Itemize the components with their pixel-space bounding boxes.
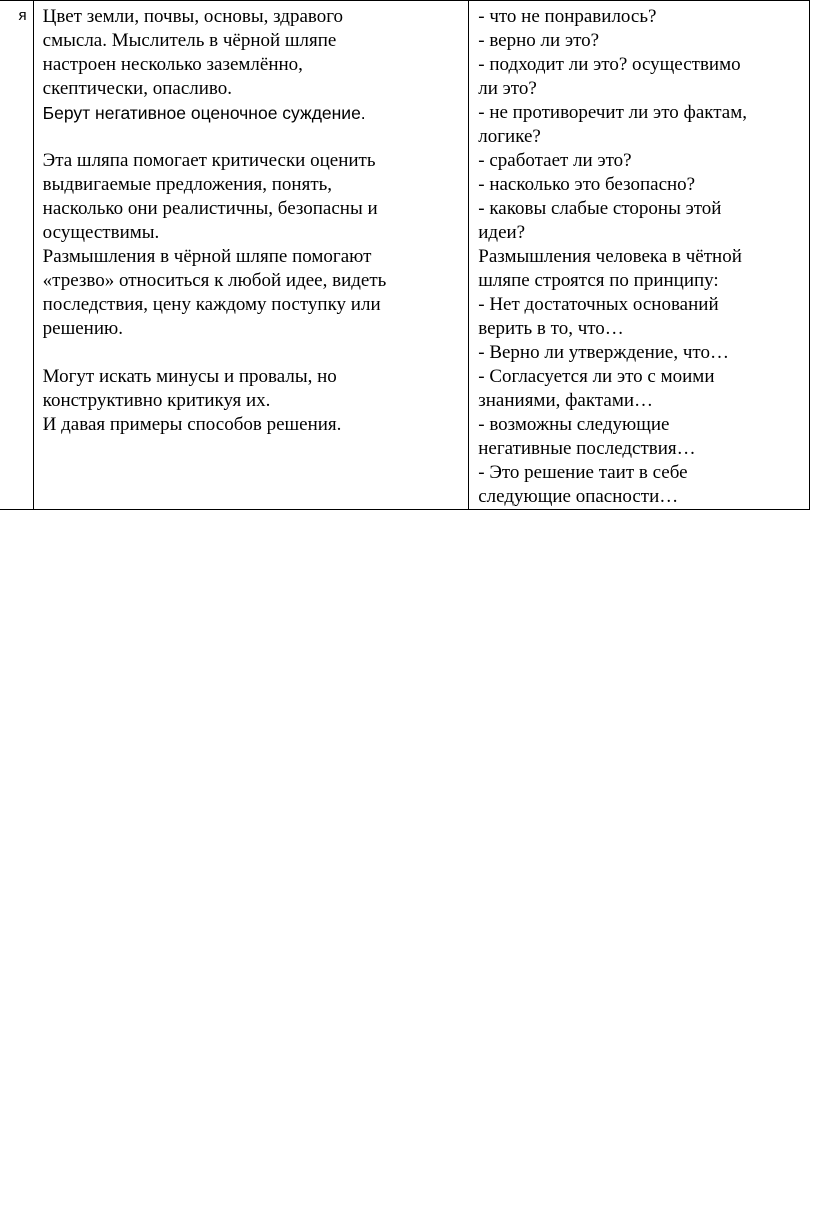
question-line: - Нет достаточных оснований [478,294,719,315]
left-cell [0,1,33,510]
black-hat-table [0,0,810,510]
description-cell [33,1,469,510]
question-line: идеи? [478,222,526,243]
question-line: - возможны следующие [478,414,670,435]
description-line: смысла. Мыслитель в чёрной шляпе [42,30,337,51]
question-line: - Верно ли утверждение, что… [478,342,729,363]
description-line: настроен несколько заземлённо, [42,54,303,75]
question-line: - насколько это безопасно? [478,174,696,195]
description-line: Эта шляпа помогает критически оценить [42,150,376,171]
description-line: выдвигаемые предложения, понять, [42,174,333,195]
description-line: конструктивно критикуя их. [42,390,271,411]
question-line: - подходит ли это? осуществимо [478,54,741,75]
description-line: скептически, опасливо. [42,78,233,99]
question-line: - верно ли это? [478,30,600,51]
question-line: ли это? [478,78,537,99]
description-line: «трезво» относиться к любой идее, видеть [42,270,387,291]
question-line: верить в то, что… [478,318,624,339]
description-line: И давая примеры способов решения. [42,414,342,435]
question-line: - каковы слабые стороны этой [478,198,722,219]
question-line: - Согласуется ли это с моими [478,366,715,387]
questions-cell [469,1,810,510]
question-line: - сработает ли это? [478,150,632,171]
question-line: Размышления человека в чётной [478,246,742,267]
description-sans-line: Берут негативное оценочное суждение. [42,103,366,123]
question-line: негативные последствия… [478,438,696,459]
question-line: следующие опасности… [478,486,679,507]
question-line: - не противоречит ли это фактам, [478,102,747,123]
question-line: логике? [478,126,541,147]
paragraph-gap [43,341,461,365]
question-line: - что не понравилось? [478,6,657,27]
description-line: решению. [42,318,123,339]
description-line: насколько они реалистичны, безопасны и [42,198,378,219]
description-line: последствия, цену каждому поступку или [42,294,381,315]
question-line: знаниями, фактами… [478,390,654,411]
left-cell-fragment: я [18,7,27,24]
description-line: Цвет земли, почвы, основы, здравого [42,6,344,27]
description-line: Могут искать минусы и провалы, но [42,366,337,387]
question-line: - Это решение таит в себе [478,462,688,483]
question-line: шляпе строятся по принципу: [478,270,719,291]
paragraph-gap [43,125,461,149]
description-line: Размышления в чёрной шляпе помогают [42,246,372,267]
table-row [0,1,810,510]
description-line: осуществимы. [42,222,160,243]
